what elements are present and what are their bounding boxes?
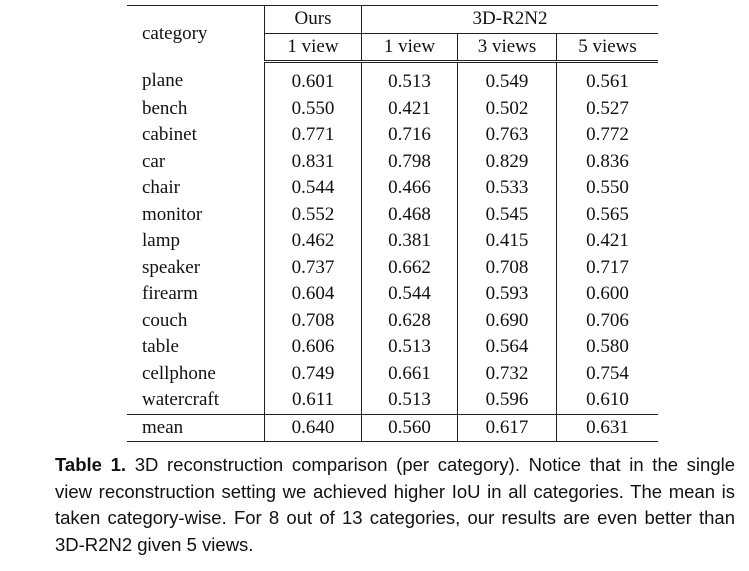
table-row xyxy=(127,281,658,308)
category-cell: table xyxy=(142,336,179,357)
category-cell: watercraft xyxy=(127,387,265,414)
value-cell: 0.606 xyxy=(265,334,362,361)
table-row xyxy=(127,175,658,202)
table-row xyxy=(127,387,658,414)
category-cell: chair xyxy=(142,177,180,198)
value-cell: 0.836 xyxy=(557,149,659,176)
category-cell: lamp xyxy=(142,230,180,251)
value-cell: 0.560 xyxy=(362,414,458,442)
value-cell: 0.527 xyxy=(557,96,659,123)
value-cell: 0.771 xyxy=(265,122,362,149)
value-cell: 0.462 xyxy=(265,228,362,255)
value-cell: 0.545 xyxy=(458,202,557,229)
category-cell: couch xyxy=(142,309,188,331)
category-cell: cellphone xyxy=(142,362,216,384)
table-row xyxy=(127,122,658,149)
value-cell: 0.550 xyxy=(557,175,659,202)
header-view-ours-1: 1 view xyxy=(265,33,362,62)
category-cell: mean xyxy=(127,414,265,442)
value-cell: 0.549 xyxy=(458,62,557,96)
value-cell: 0.468 xyxy=(362,202,458,229)
category-cell: plane xyxy=(142,70,184,92)
value-cell: 0.754 xyxy=(557,361,659,388)
value-cell: 0.502 xyxy=(458,96,557,123)
value-cell: 0.580 xyxy=(557,334,659,361)
value-cell: 0.415 xyxy=(458,228,557,255)
value-cell: 0.544 xyxy=(362,281,458,308)
value-cell: 0.564 xyxy=(458,334,557,361)
table-row xyxy=(127,202,658,229)
table-row xyxy=(127,361,658,388)
value-cell: 0.466 xyxy=(362,175,458,202)
header-view-r2n2-1: 1 view xyxy=(362,33,458,62)
caption-text: 3D reconstruction comparison (per category). Notice that in the single view reconstruction setting we achieved higher IoU in all categories. The mean is taken category-wise. For 8 out of 13 categories, our results are even better than 3D-R2N2 given 5 views. xyxy=(55,454,736,555)
table-row-mean xyxy=(127,414,658,442)
category-cell: car xyxy=(142,150,166,172)
value-cell: 0.749 xyxy=(265,361,362,388)
table-row xyxy=(127,96,658,123)
table-row xyxy=(127,255,658,282)
value-cell: 0.737 xyxy=(265,255,362,282)
table-row xyxy=(127,149,658,176)
value-cell: 0.601 xyxy=(265,62,362,96)
value-cell: 0.708 xyxy=(265,308,362,335)
value-cell: 0.421 xyxy=(362,96,458,123)
header-ours: Ours xyxy=(265,6,362,34)
value-cell: 0.611 xyxy=(265,387,362,414)
table-caption xyxy=(55,452,735,558)
value-cell: 0.544 xyxy=(265,175,362,202)
value-cell: 0.513 xyxy=(362,387,458,414)
value-cell: 0.798 xyxy=(362,149,458,176)
value-cell: 0.732 xyxy=(458,361,557,388)
value-cell: 0.717 xyxy=(557,255,659,282)
value-cell: 0.617 xyxy=(458,414,557,442)
value-cell: 0.631 xyxy=(557,414,659,442)
caption-label: Table 1. xyxy=(55,454,127,475)
value-cell: 0.600 xyxy=(557,281,659,308)
value-cell: 0.381 xyxy=(362,228,458,255)
value-cell: 0.513 xyxy=(362,334,458,361)
value-cell: 0.533 xyxy=(458,175,557,202)
table-row xyxy=(127,62,658,96)
value-cell: 0.829 xyxy=(458,149,557,176)
results-table-container xyxy=(127,5,658,442)
table-row xyxy=(127,334,658,361)
value-cell: 0.763 xyxy=(458,122,557,149)
header-category: category xyxy=(127,6,265,62)
header-baseline: 3D-R2N2 xyxy=(362,6,659,34)
category-cell: bench xyxy=(142,97,188,119)
category-cell: firearm xyxy=(142,283,198,304)
value-cell: 0.690 xyxy=(458,308,557,335)
value-cell: 0.706 xyxy=(557,308,659,335)
value-cell: 0.640 xyxy=(265,414,362,442)
value-cell: 0.604 xyxy=(265,281,362,308)
header-view-r2n2-5: 5 views xyxy=(557,33,659,62)
value-cell: 0.421 xyxy=(557,228,659,255)
value-cell: 0.561 xyxy=(557,62,659,96)
value-cell: 0.831 xyxy=(265,149,362,176)
category-cell: monitor xyxy=(142,203,203,225)
category-cell: speaker xyxy=(142,256,201,278)
value-cell: 0.661 xyxy=(362,361,458,388)
value-cell: 0.565 xyxy=(557,202,659,229)
value-cell: 0.708 xyxy=(458,255,557,282)
header-view-r2n2-3: 3 views xyxy=(458,33,557,62)
value-cell: 0.513 xyxy=(362,62,458,96)
value-cell: 0.552 xyxy=(265,202,362,229)
value-cell: 0.610 xyxy=(557,387,659,414)
value-cell: 0.550 xyxy=(265,96,362,123)
category-cell: cabinet xyxy=(142,124,197,145)
value-cell: 0.716 xyxy=(362,122,458,149)
value-cell: 0.596 xyxy=(458,387,557,414)
table-row xyxy=(127,308,658,335)
results-table xyxy=(127,5,658,442)
table-row xyxy=(127,228,658,255)
value-cell: 0.593 xyxy=(458,281,557,308)
value-cell: 0.628 xyxy=(362,308,458,335)
value-cell: 0.662 xyxy=(362,255,458,282)
results-table-body xyxy=(127,62,658,442)
value-cell: 0.772 xyxy=(557,122,659,149)
